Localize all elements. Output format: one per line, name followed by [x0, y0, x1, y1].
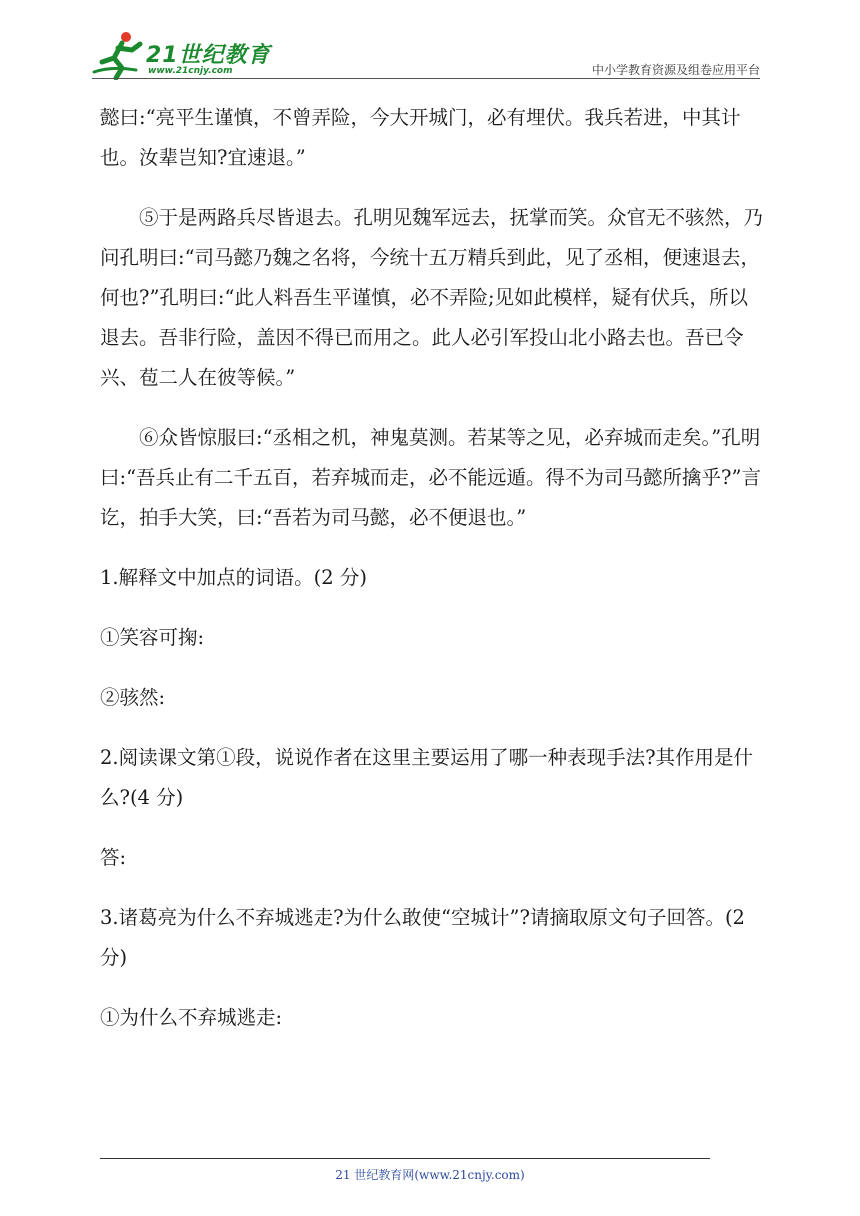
logo-text: 21世纪教育	[146, 43, 271, 68]
question-3-item-1: ①为什么不弃城逃走:	[100, 1006, 283, 1029]
footer-link[interactable]: 21 世纪教育网(www.21cnjy.com)	[335, 1168, 525, 1182]
header-divider	[92, 78, 760, 79]
answer-label: 答:	[100, 846, 127, 869]
footer-divider	[100, 1158, 710, 1159]
platform-tagline: 中小学教育资源及组卷应用平台	[591, 63, 760, 77]
logo-url: www.21cnjy.com	[148, 66, 233, 76]
page-header	[92, 28, 760, 80]
site-logo[interactable]	[92, 28, 292, 80]
paragraph-yi-speech: 懿曰:“亮平生谨慎，不曾弄险，今大开城门，必有埋伏。我兵若进，中其计也。汝辈岂知?宜速退。”	[100, 106, 741, 169]
paragraph-6: ⑥众皆惊服曰:“丞相之机，神鬼莫测。若某等之见，必弃城而走矣。”孔明曰:“吾兵止有二千五百，若弃城而走，必不能远遁。得不为司马懿所擒乎?”言讫，拍手大笑，曰:“吾若为司马懿，必不便退也。”	[100, 426, 761, 529]
runner-logo-icon	[92, 28, 148, 80]
question-1-item-1: ①笑容可掬:	[100, 626, 205, 649]
question-1-item-2: ②骇然:	[100, 686, 166, 709]
question-1: 1.解释文中加点的词语。(2 分)	[100, 566, 367, 589]
paragraph-5: ⑤于是两路兵尽皆退去。孔明见魏军远去，抚掌而笑。众官无不骇然，乃问孔明曰:“司马懿乃魏之名将，今统十五万精兵到此，见了丞相，便速退去，何也?”孔明曰:“此人料吾生平谨慎，必不弄险;见如此模样，疑有伏兵，所以退去。吾非行险，盖因不得已而用之。此人必引军投山北小路去也。吾已令兴、苞二人在彼等候。”	[100, 206, 764, 389]
question-3: 3.诸葛亮为什么不弃城逃走?为什么敢使“空城计”?请摘取原文句子回答。(2 分)	[100, 906, 745, 969]
question-2: 2.阅读课文第①段，说说作者在这里主要运用了哪一种表现手法?其作用是什么?(4 分)	[100, 746, 754, 809]
document-body	[100, 98, 765, 1058]
